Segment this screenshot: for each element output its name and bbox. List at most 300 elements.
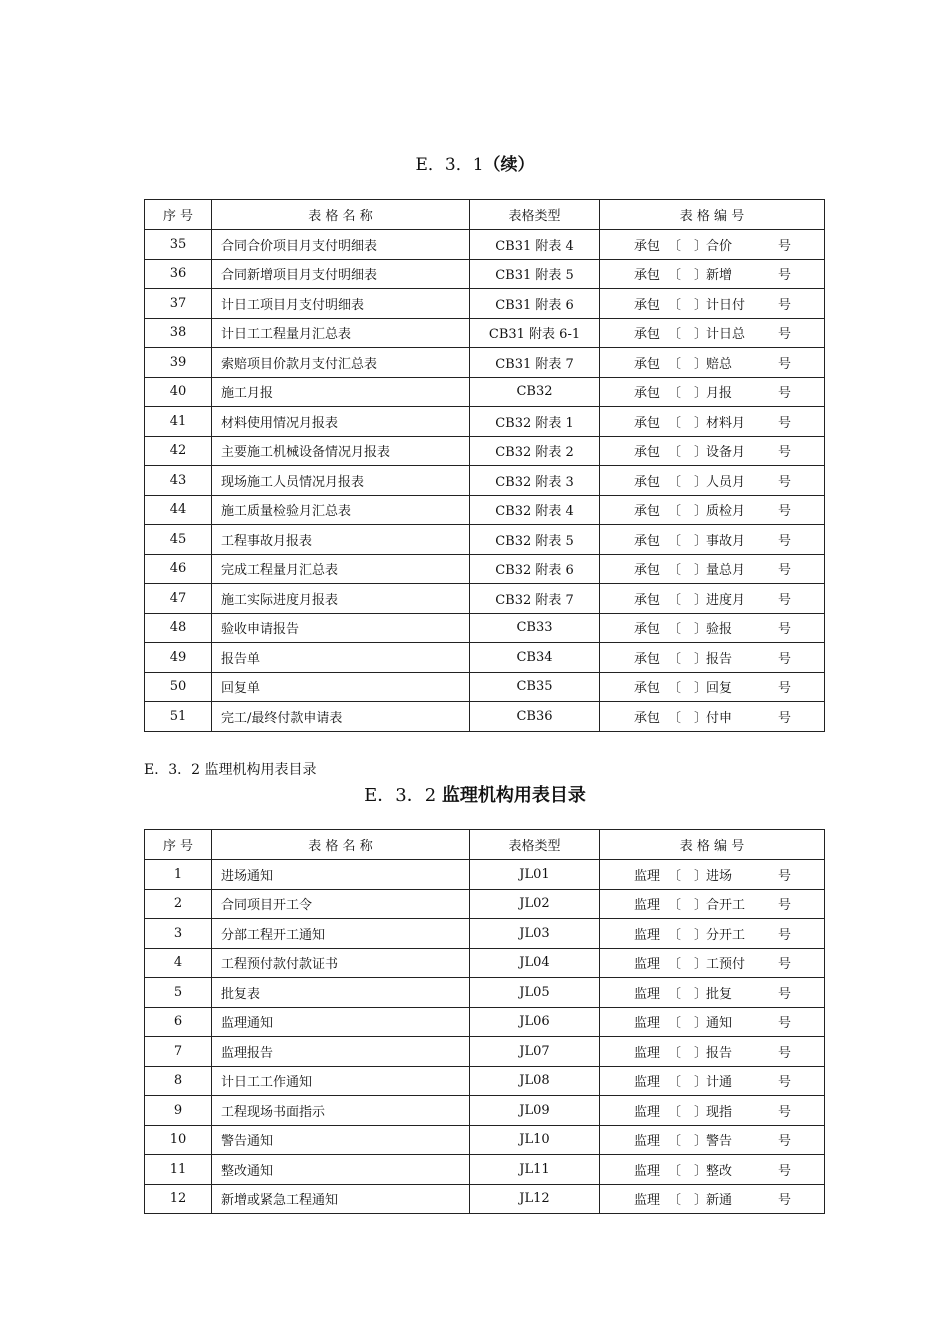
- section2-title: [0, 781, 950, 807]
- form-type: CB33: [470, 613, 600, 643]
- code-prefix: 承包: [634, 504, 661, 520]
- code-suffix: 号: [778, 1134, 792, 1150]
- form-code-wrap: [600, 294, 824, 313]
- code-prefix: 承包: [634, 238, 661, 254]
- form-type: CB32 附表 2: [470, 436, 600, 466]
- code-suffix: 号: [778, 1045, 792, 1061]
- code-bracket-close: 〕: [694, 868, 708, 884]
- row-number: 11: [145, 1155, 212, 1185]
- code-suffix: 号: [778, 415, 792, 431]
- form-name: 报告单: [212, 643, 470, 673]
- form-type: JL11: [470, 1155, 600, 1185]
- code-bracket-open: 〔: [668, 356, 682, 372]
- code-word: 付申: [706, 710, 733, 726]
- row-number: 8: [145, 1066, 212, 1096]
- code-prefix: 监理: [634, 868, 661, 884]
- code-prefix: 监理: [634, 1045, 661, 1061]
- form-type: CB32 附表 5: [470, 525, 600, 555]
- code-word: 新通: [706, 1193, 733, 1209]
- code-word: 合价: [706, 238, 733, 254]
- code-bracket-open: 〔: [668, 1016, 682, 1032]
- form-code: [600, 1184, 825, 1214]
- form-code-wrap: [600, 530, 824, 549]
- form-name: 主要施工机械设备情况月报表: [212, 436, 470, 466]
- form-code: [600, 1007, 825, 1037]
- code-suffix: 号: [778, 710, 792, 726]
- code-bracket-close: 〕: [694, 1045, 708, 1061]
- table-row: [145, 613, 825, 643]
- form-name: 监理报告: [212, 1037, 470, 1067]
- code-bracket-close: 〕: [694, 1163, 708, 1179]
- form-code-wrap: [600, 235, 824, 254]
- code-prefix: 监理: [634, 1016, 661, 1032]
- code-bracket-open: 〔: [668, 651, 682, 667]
- table-row: [145, 348, 825, 378]
- form-code-wrap: [600, 353, 824, 372]
- code-bracket-close: 〕: [694, 1104, 708, 1120]
- code-bracket-close: 〕: [694, 297, 708, 313]
- code-bracket-open: 〔: [668, 592, 682, 608]
- form-type: CB32 附表 6: [470, 554, 600, 584]
- table-row: [145, 860, 825, 890]
- form-type: CB32 附表 4: [470, 495, 600, 525]
- form-code-wrap: [600, 441, 824, 460]
- table-row: [145, 1184, 825, 1214]
- header-type: 表格类型: [470, 200, 600, 230]
- code-suffix: 号: [778, 1016, 792, 1032]
- code-prefix: 承包: [634, 356, 661, 372]
- code-word: 合开工: [706, 898, 746, 914]
- form-code-wrap: [600, 264, 824, 283]
- form-name: 计日工工作通知: [212, 1066, 470, 1096]
- code-word: 现指: [706, 1104, 733, 1120]
- contractor-forms-table: [144, 199, 825, 732]
- code-suffix: 号: [778, 504, 792, 520]
- header-no: 序 号: [145, 830, 212, 860]
- code-suffix: 号: [778, 1193, 792, 1209]
- code-suffix: 号: [778, 445, 792, 461]
- code-word: 进度月: [706, 592, 746, 608]
- form-code-wrap: [600, 677, 824, 696]
- form-code: [600, 407, 825, 437]
- form-code: [600, 613, 825, 643]
- form-code: [600, 948, 825, 978]
- code-bracket-open: 〔: [668, 710, 682, 726]
- code-suffix: 号: [778, 986, 792, 1002]
- form-code: [600, 1125, 825, 1155]
- form-type: CB31 附表 6-1: [470, 318, 600, 348]
- form-code-wrap: [600, 589, 824, 608]
- form-name: 计日工工程量月汇总表: [212, 318, 470, 348]
- form-code-wrap: [600, 648, 824, 667]
- form-name: 工程预付款付款证书: [212, 948, 470, 978]
- code-bracket-close: 〕: [694, 1016, 708, 1032]
- form-code-wrap: [600, 1101, 824, 1120]
- row-number: 36: [145, 259, 212, 289]
- code-suffix: 号: [778, 474, 792, 490]
- row-number: 39: [145, 348, 212, 378]
- form-type: CB32 附表 7: [470, 584, 600, 614]
- code-bracket-close: 〕: [694, 327, 708, 343]
- table-row: [145, 889, 825, 919]
- form-code-wrap: [600, 559, 824, 578]
- code-bracket-open: 〔: [668, 504, 682, 520]
- form-code-wrap: [600, 1012, 824, 1031]
- form-code-wrap: [600, 323, 824, 342]
- form-code: [600, 978, 825, 1008]
- form-name: 材料使用情况月报表: [212, 407, 470, 437]
- code-prefix: 承包: [634, 327, 661, 343]
- form-name: 工程现场书面指示: [212, 1096, 470, 1126]
- code-prefix: 承包: [634, 386, 661, 402]
- form-type: CB32: [470, 377, 600, 407]
- code-prefix: 承包: [634, 268, 661, 284]
- table-row: [145, 978, 825, 1008]
- form-type: CB31 附表 7: [470, 348, 600, 378]
- code-word: 计日付: [706, 297, 746, 313]
- code-word: 警告: [706, 1134, 733, 1150]
- form-type: CB32 附表 1: [470, 407, 600, 437]
- table-row: [145, 525, 825, 555]
- table-row: [145, 495, 825, 525]
- row-number: 43: [145, 466, 212, 496]
- code-bracket-open: 〔: [668, 533, 682, 549]
- form-type: JL06: [470, 1007, 600, 1037]
- row-number: 41: [145, 407, 212, 437]
- code-word: 整改: [706, 1163, 733, 1179]
- form-name: 施工质量检验月汇总表: [212, 495, 470, 525]
- form-code: [600, 230, 825, 260]
- code-prefix: 承包: [634, 563, 661, 579]
- code-bracket-close: 〕: [694, 504, 708, 520]
- code-prefix: 监理: [634, 986, 661, 1002]
- code-prefix: 监理: [634, 1104, 661, 1120]
- form-code: [600, 1066, 825, 1096]
- row-number: 49: [145, 643, 212, 673]
- code-word: 通知: [706, 1016, 733, 1032]
- code-suffix: 号: [778, 386, 792, 402]
- form-code: [600, 554, 825, 584]
- code-prefix: 承包: [634, 415, 661, 431]
- form-name: 工程事故月报表: [212, 525, 470, 555]
- section2-title-text: 监理机构用表目录: [441, 785, 586, 806]
- code-bracket-close: 〕: [694, 533, 708, 549]
- code-suffix: 号: [778, 533, 792, 549]
- table-row: [145, 1037, 825, 1067]
- row-number: 5: [145, 978, 212, 1008]
- code-bracket-open: 〔: [668, 297, 682, 313]
- row-number: 40: [145, 377, 212, 407]
- code-bracket-open: 〔: [668, 1134, 682, 1150]
- code-suffix: 号: [778, 622, 792, 638]
- code-bracket-open: 〔: [668, 327, 682, 343]
- supervision-forms-table: [144, 829, 825, 1214]
- table-row: [145, 259, 825, 289]
- row-number: 2: [145, 889, 212, 919]
- form-code: [600, 889, 825, 919]
- form-code-wrap: [600, 1189, 824, 1208]
- form-name: 施工实际进度月报表: [212, 584, 470, 614]
- table-row: [145, 948, 825, 978]
- row-number: 42: [145, 436, 212, 466]
- code-bracket-close: 〕: [694, 986, 708, 1002]
- row-number: 7: [145, 1037, 212, 1067]
- table-row: [145, 407, 825, 437]
- code-bracket-close: 〕: [694, 651, 708, 667]
- code-bracket-open: 〔: [668, 563, 682, 579]
- code-word: 月报: [706, 386, 733, 402]
- code-prefix: 监理: [634, 1193, 661, 1209]
- row-number: 10: [145, 1125, 212, 1155]
- form-code: [600, 289, 825, 319]
- table-row: [145, 672, 825, 702]
- form-code-wrap: [600, 618, 824, 637]
- code-word: 赔总: [706, 356, 733, 372]
- form-code-wrap: [600, 382, 824, 401]
- form-code-wrap: [600, 500, 824, 519]
- table-row: [145, 584, 825, 614]
- row-number: 6: [145, 1007, 212, 1037]
- form-name: 合同新增项目月支付明细表: [212, 259, 470, 289]
- code-prefix: 承包: [634, 651, 661, 667]
- form-type: JL05: [470, 978, 600, 1008]
- row-number: 45: [145, 525, 212, 555]
- code-bracket-open: 〔: [668, 898, 682, 914]
- form-type: CB31 附表 6: [470, 289, 600, 319]
- form-name: 监理通知: [212, 1007, 470, 1037]
- section2-label: E．3．2 监理机构用表目录: [144, 762, 317, 778]
- form-name: 完工/最终付款申请表: [212, 702, 470, 732]
- code-prefix: 承包: [634, 592, 661, 608]
- code-bracket-close: 〕: [694, 445, 708, 461]
- code-word: 质检月: [706, 504, 746, 520]
- form-type: JL09: [470, 1096, 600, 1126]
- form-name: 计日工项目月支付明细表: [212, 289, 470, 319]
- form-code: [600, 702, 825, 732]
- code-word: 报告: [706, 1045, 733, 1061]
- form-type: JL12: [470, 1184, 600, 1214]
- form-code-wrap: [600, 1160, 824, 1179]
- code-suffix: 号: [778, 563, 792, 579]
- code-bracket-open: 〔: [668, 238, 682, 254]
- form-name: 分部工程开工通知: [212, 919, 470, 949]
- form-code-wrap: [600, 983, 824, 1002]
- code-bracket-close: 〕: [694, 415, 708, 431]
- code-bracket-open: 〔: [668, 1075, 682, 1091]
- table-row: [145, 1066, 825, 1096]
- header-no: 序 号: [145, 200, 212, 230]
- form-code-wrap: [600, 924, 824, 943]
- code-word: 进场: [706, 868, 733, 884]
- form-type: CB35: [470, 672, 600, 702]
- form-code: [600, 348, 825, 378]
- code-word: 批复: [706, 986, 733, 1002]
- code-prefix: 承包: [634, 710, 661, 726]
- code-word: 事故月: [706, 533, 746, 549]
- form-name: 回复单: [212, 672, 470, 702]
- form-type: JL02: [470, 889, 600, 919]
- header-type: 表格类型: [470, 830, 600, 860]
- header-code: 表 格 编 号: [600, 830, 825, 860]
- form-code: [600, 1037, 825, 1067]
- table-header-row: [145, 830, 825, 860]
- form-code: [600, 525, 825, 555]
- code-bracket-open: 〔: [668, 957, 682, 973]
- table-row: [145, 1125, 825, 1155]
- form-code: [600, 436, 825, 466]
- code-bracket-open: 〔: [668, 1163, 682, 1179]
- form-code: [600, 377, 825, 407]
- form-name: 现场施工人员情况月报表: [212, 466, 470, 496]
- code-bracket-open: 〔: [668, 474, 682, 490]
- code-bracket-close: 〕: [694, 238, 708, 254]
- row-number: 44: [145, 495, 212, 525]
- contractor-forms-body: [145, 230, 825, 732]
- code-bracket-close: 〕: [694, 356, 708, 372]
- code-bracket-close: 〕: [694, 622, 708, 638]
- code-suffix: 号: [778, 927, 792, 943]
- code-word: 人员月: [706, 474, 746, 490]
- section1-title-continued: （续）: [483, 155, 535, 175]
- code-bracket-open: 〔: [668, 1193, 682, 1209]
- code-prefix: 承包: [634, 533, 661, 549]
- row-number: 3: [145, 919, 212, 949]
- code-suffix: 号: [778, 1104, 792, 1120]
- form-type: JL08: [470, 1066, 600, 1096]
- code-word: 分开工: [706, 927, 746, 943]
- code-bracket-close: 〕: [694, 927, 708, 943]
- row-number: 51: [145, 702, 212, 732]
- code-bracket-close: 〕: [694, 1193, 708, 1209]
- form-name: 完成工程量月汇总表: [212, 554, 470, 584]
- code-suffix: 号: [778, 592, 792, 608]
- code-bracket-close: 〕: [694, 592, 708, 608]
- code-bracket-close: 〕: [694, 386, 708, 402]
- table-row: [145, 230, 825, 260]
- code-prefix: 监理: [634, 927, 661, 943]
- form-code: [600, 259, 825, 289]
- code-suffix: 号: [778, 268, 792, 284]
- form-code: [600, 1155, 825, 1185]
- form-code: [600, 318, 825, 348]
- code-suffix: 号: [778, 681, 792, 697]
- table-row: [145, 436, 825, 466]
- code-prefix: 监理: [634, 1163, 661, 1179]
- code-prefix: 监理: [634, 1075, 661, 1091]
- code-bracket-close: 〕: [694, 710, 708, 726]
- code-word: 验报: [706, 622, 733, 638]
- code-bracket-open: 〔: [668, 268, 682, 284]
- form-code-wrap: [600, 707, 824, 726]
- code-suffix: 号: [778, 1163, 792, 1179]
- table-row: [145, 466, 825, 496]
- code-word: 计日总: [706, 327, 746, 343]
- code-bracket-open: 〔: [668, 445, 682, 461]
- code-bracket-close: 〕: [694, 474, 708, 490]
- code-word: 计通: [706, 1075, 733, 1091]
- form-code: [600, 466, 825, 496]
- section2-title-number: E．3．2: [364, 785, 442, 806]
- header-code: 表 格 编 号: [600, 200, 825, 230]
- form-name: 整改通知: [212, 1155, 470, 1185]
- form-code: [600, 860, 825, 890]
- code-suffix: 号: [778, 1075, 792, 1091]
- table-row: [145, 318, 825, 348]
- code-word: 新增: [706, 268, 733, 284]
- code-bracket-open: 〔: [668, 415, 682, 431]
- form-code-wrap: [600, 865, 824, 884]
- row-number: 4: [145, 948, 212, 978]
- form-type: CB34: [470, 643, 600, 673]
- form-type: CB36: [470, 702, 600, 732]
- row-number: 47: [145, 584, 212, 614]
- form-code: [600, 1096, 825, 1126]
- form-name: 警告通知: [212, 1125, 470, 1155]
- form-code-wrap: [600, 953, 824, 972]
- table-row: [145, 1007, 825, 1037]
- code-suffix: 号: [778, 238, 792, 254]
- code-prefix: 承包: [634, 681, 661, 697]
- table-row: [145, 1096, 825, 1126]
- row-number: 46: [145, 554, 212, 584]
- row-number: 38: [145, 318, 212, 348]
- code-word: 回复: [706, 681, 733, 697]
- form-name: 验收申请报告: [212, 613, 470, 643]
- code-bracket-close: 〕: [694, 681, 708, 697]
- form-type: JL10: [470, 1125, 600, 1155]
- code-word: 报告: [706, 651, 733, 667]
- code-prefix: 承包: [634, 622, 661, 638]
- table-row: [145, 1155, 825, 1185]
- code-suffix: 号: [778, 898, 792, 914]
- code-bracket-close: 〕: [694, 898, 708, 914]
- code-prefix: 承包: [634, 445, 661, 461]
- code-word: 材料月: [706, 415, 746, 431]
- code-bracket-close: 〕: [694, 957, 708, 973]
- code-prefix: 承包: [634, 297, 661, 313]
- code-bracket-open: 〔: [668, 927, 682, 943]
- code-bracket-open: 〔: [668, 1104, 682, 1120]
- code-bracket-close: 〕: [694, 268, 708, 284]
- form-type: JL01: [470, 860, 600, 890]
- code-word: 工预付: [706, 957, 746, 973]
- form-code-wrap: [600, 894, 824, 913]
- form-code: [600, 919, 825, 949]
- form-code: [600, 584, 825, 614]
- table-row: [145, 377, 825, 407]
- form-code-wrap: [600, 412, 824, 431]
- row-number: 50: [145, 672, 212, 702]
- code-word: 设备月: [706, 445, 746, 461]
- code-prefix: 监理: [634, 898, 661, 914]
- code-suffix: 号: [778, 297, 792, 313]
- form-code-wrap: [600, 471, 824, 490]
- form-type: CB31 附表 5: [470, 259, 600, 289]
- form-type: CB32 附表 3: [470, 466, 600, 496]
- code-bracket-open: 〔: [668, 986, 682, 1002]
- form-name: 索赔项目价款月支付汇总表: [212, 348, 470, 378]
- code-word: 量总月: [706, 563, 746, 579]
- code-bracket-close: 〕: [694, 1134, 708, 1150]
- code-bracket-open: 〔: [668, 1045, 682, 1061]
- code-prefix: 监理: [634, 1134, 661, 1150]
- code-bracket-open: 〔: [668, 868, 682, 884]
- form-name: 批复表: [212, 978, 470, 1008]
- form-type: JL04: [470, 948, 600, 978]
- form-code: [600, 643, 825, 673]
- row-number: 35: [145, 230, 212, 260]
- form-name: 施工月报: [212, 377, 470, 407]
